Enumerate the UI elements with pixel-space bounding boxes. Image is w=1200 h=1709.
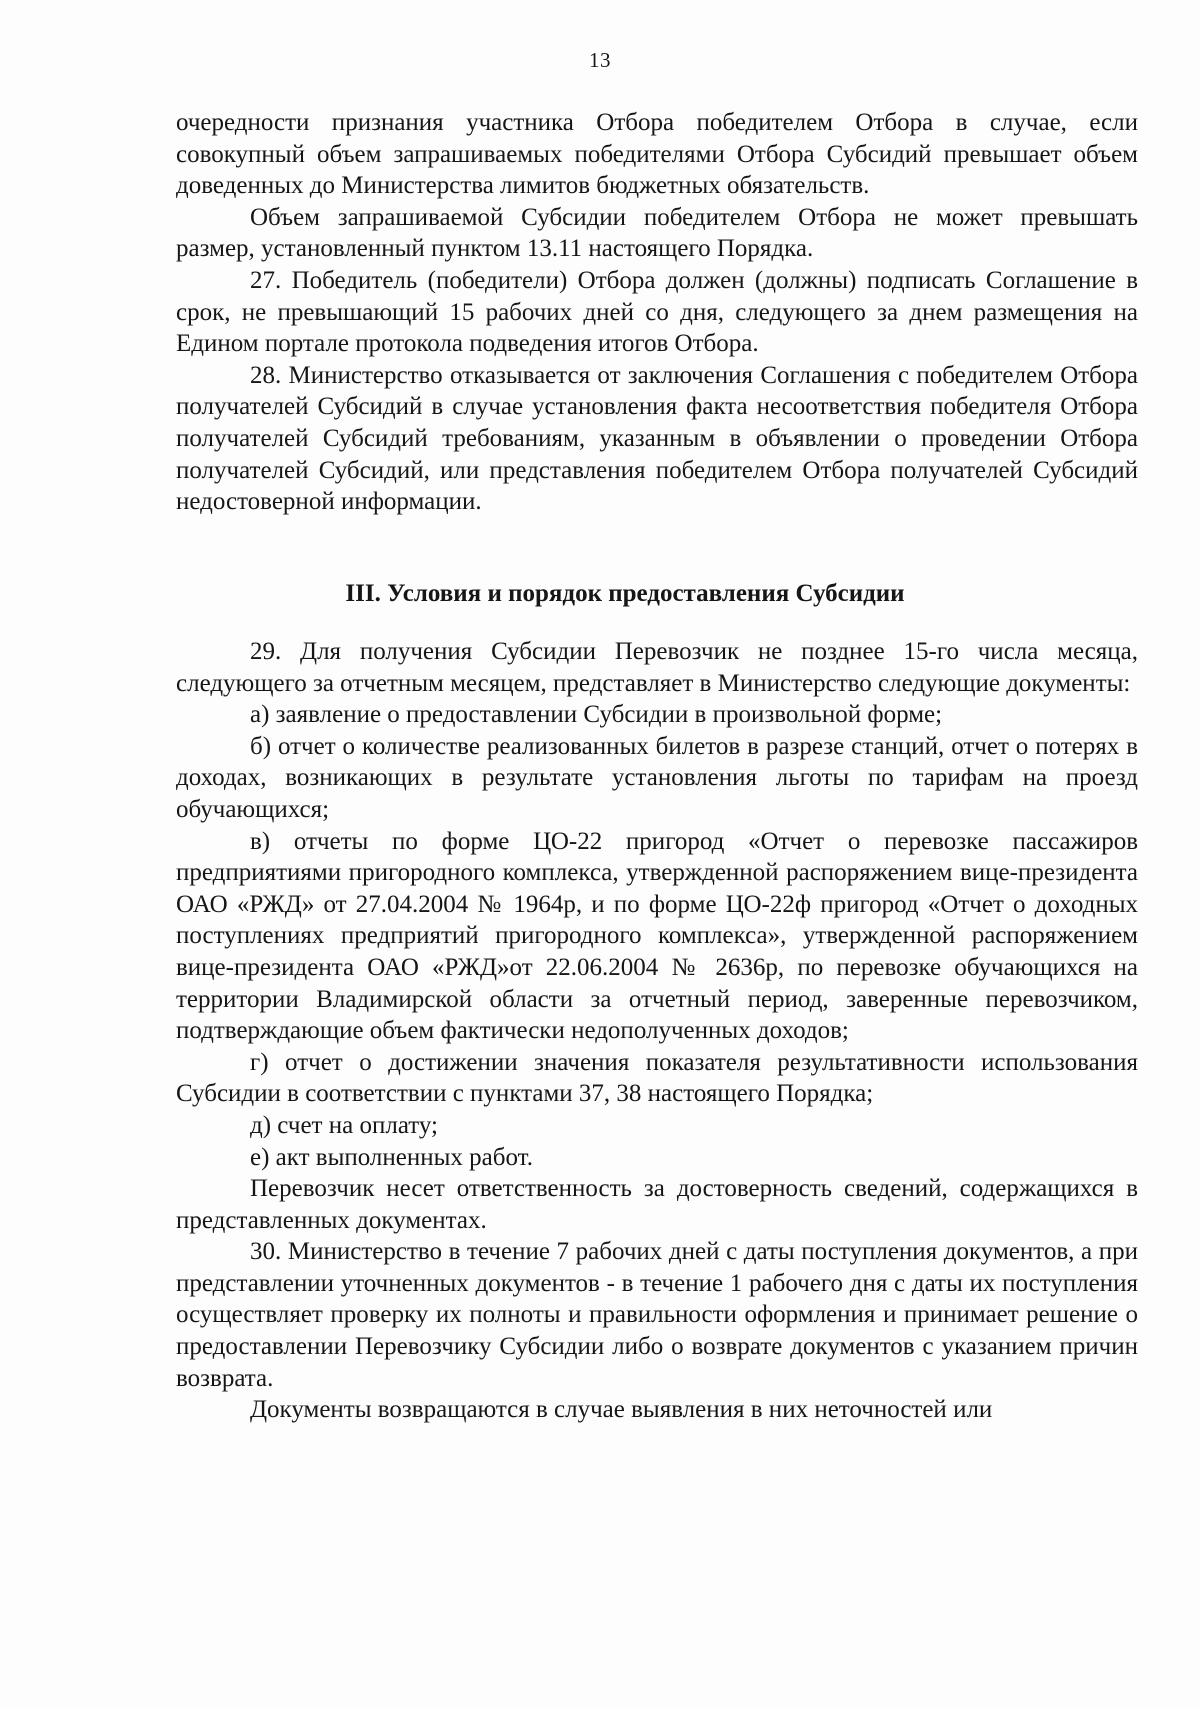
section-heading: III. Условия и порядок предоставления Субсидии xyxy=(345,580,905,607)
paragraph-27: 27. Победитель (победители) Отбора должен (должны) подписать Соглашение в срок, не превышающий 15 рабочих дней со дня, следующего за днем размещения на Едином портале протокола подведения итогов Отбора. xyxy=(176,266,1138,358)
paragraph-documents-returned: Документы возвращаются в случае выявления в них неточностей или xyxy=(250,1396,993,1424)
list-item-a: а) заявление о предоставлении Субсидии в произвольной форме; xyxy=(250,701,943,729)
paragraph-carrier-responsibility: Перевозчик несет ответственность за достоверность сведений, содержащихся в представленных документах. xyxy=(176,1175,1138,1234)
paragraph-28: 28. Министерство отказывается от заключения Соглашения с победителем Отбора получателей Субсидий в случае установления факта несоответствия победителя Отбора получателей Субсидий требованиям, указанным в объявлении о проведении Отбора получателей Субсидий, или представления победителем Отбора получателей Субсидий недостоверной информации. xyxy=(176,361,1138,516)
list-item-v: в) отчеты по форме ЦО-22 пригород «Отчет о перевозке пассажиров предприятиями пригородного комплекса, утвержденной распоряжением вице-президента ОАО «РЖД» от 27.04.2004 № 1964р, и по форме ЦО-22ф пригород «Отчет о доходных поступлениях предприятий пригородного комплекса», утвержденной распоряжением вице-президента ОАО «РЖД»от 22.06.2004 № 2636р, по перевозке обучающихся на территории Владимирской области за отчетный период, заверенные перевозчиком, подтверждающие объем фактически недополученных доходов; xyxy=(176,827,1138,1045)
paragraph-subsidy-volume: Объем запрашиваемой Субсидии победителем Отбора не может превышать размер, установленный пунктом 13.11 настоящего Порядка. xyxy=(176,203,1138,263)
list-item-e: е) акт выполненных работ. xyxy=(250,1143,533,1171)
list-item-g: г) отчет о достижении значения показателя результативности использования Субсидии в соответствии с пунктами 37, 38 настоящего Порядка; xyxy=(176,1048,1138,1108)
paragraph-continuation: очередности признания участника Отбора победителем Отбора в случае, если совокупный объем запрашиваемых победителями Отбора Субсидий превышает объем доведенных до Министерства лимитов бюджетных обязательств. xyxy=(176,109,1138,200)
list-item-d: д) счет на оплату; xyxy=(250,1111,438,1139)
page-number: 13 xyxy=(589,48,611,72)
bottom-text-block xyxy=(176,636,1138,1426)
paragraph-29: 29. Для получения Субсидии Перевозчик не позднее 15-го числа месяца, следующего за отчетным месяцем, представляет в Министерство следующие документы: xyxy=(176,638,1138,697)
list-item-b: б) отчет о количестве реализованных билетов в разрезе станций, отчет о потерях в доходах, возникающих в результате установления льготы по тарифам на проезд обучающихся; xyxy=(176,732,1138,823)
paragraph-30: 30. Министерство в течение 7 рабочих дней с даты поступления документов, а при представлении уточненных документов - в течение 1 рабочего дня с даты их поступления осуществляет проверку их полноты и правильности оформления и принимает решение о предоставлении Перевозчику Субсидии либо о возврате документов с указанием причин возврата. xyxy=(176,1238,1138,1392)
top-text-block xyxy=(176,107,1138,518)
